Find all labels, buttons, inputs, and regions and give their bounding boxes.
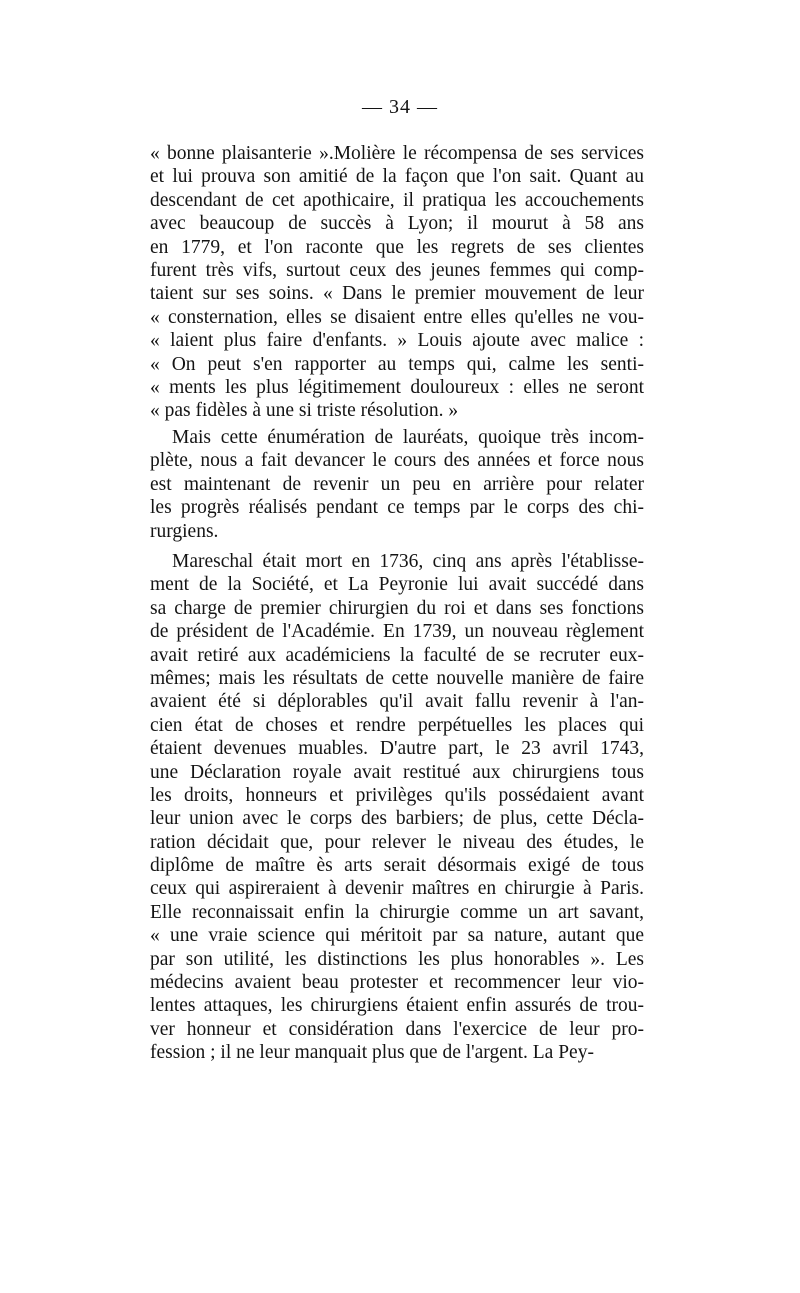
text-line: « laient plus faire d'enfants. » Louis ajoute avec malice : [150, 330, 644, 352]
text-line: « On peut s'en rapporter au temps qui, calme les senti- [150, 353, 644, 375]
text-line: avec beaucoup de succès à Lyon; il mourut à 58 ans [150, 213, 644, 235]
text-line: diplôme de maître ès arts serait désormais exigé de tous [150, 855, 644, 877]
text-line: de président de l'Académie. En 1739, un nouveau règlement [150, 621, 644, 643]
text-line: « consternation, elles se disaient entre elles qu'elles ne vou- [150, 306, 644, 328]
paragraph-p1 [150, 142, 644, 423]
page-number: — 34 — [362, 96, 438, 118]
text-line: avaient été si déplorables qu'il avait fallu revenir à l'an- [150, 691, 644, 713]
text-line: descendant de cet apothicaire, il pratiqua les accouchements [150, 189, 644, 211]
text-line: lentes attaques, les chirurgiens étaient enfin assurés de trou- [150, 995, 644, 1017]
text-line: furent très vifs, surtout ceux des jeunes femmes qui comp- [150, 259, 644, 281]
text-line: les progrès réalisés pendant ce temps par le corps des chi- [150, 497, 644, 519]
text-line: taient sur ses soins. « Dans le premier mouvement de leur [150, 283, 644, 305]
text-line: médecins avaient beau protester et recommencer leur vio- [150, 972, 644, 994]
text-line: une Déclaration royale avait restitué aux chirurgiens tous [150, 761, 644, 783]
text-line: est maintenant de revenir un peu en arrière pour relater [150, 473, 644, 495]
text-line: étaient devenues muables. D'autre part, le 23 avril 1743, [150, 738, 644, 760]
text-line: leur union avec le corps des barbiers; de plus, cette Décla- [150, 808, 644, 830]
text-line: les droits, honneurs et privilèges qu'ils possédaient avant [150, 784, 644, 806]
text-line: ration décidait que, pour relever le niveau des études, le [150, 831, 644, 853]
text-line: en 1779, et l'on raconte que les regrets de ses clientes [150, 236, 644, 258]
text-line: « une vraie science qui méritoit par sa nature, autant que [150, 925, 644, 947]
text-line: « ments les plus légitimement douloureux : elles ne seront [150, 376, 644, 398]
text-line: et lui prouva son amitié de la façon que l'on sait. Quant au [150, 166, 644, 188]
text-line: Mareschal était mort en 1736, cinq ans après l'établisse- [172, 551, 644, 572]
text-line: mêmes; mais les résultats de cette nouvelle manière de faire [150, 667, 644, 689]
paragraph-p3 [150, 550, 644, 1065]
text-line: ment de la Société, et La Peyronie lui avait succédé dans [150, 574, 644, 596]
text-line: cien état de choses et rendre perpétuelles les places qui [150, 714, 644, 736]
text-line: ver honneur et considération dans l'exercice de leur pro- [150, 1018, 644, 1040]
text-line: « pas fidèles à une si triste résolution. » [150, 400, 459, 422]
paragraph-p2 [150, 426, 644, 543]
text-line: « bonne plaisanterie ».Molière le récompensa de ses services [150, 143, 644, 164]
text-line: ceux qui aspireraient à devenir maîtres en chirurgie à Paris. [150, 878, 644, 900]
text-line: sa charge de premier chirurgien du roi et dans ses fonctions [150, 597, 644, 619]
text-line: rurgiens. [150, 520, 219, 542]
text-line: avait retiré aux académiciens la faculté de se recruter eux- [150, 644, 644, 666]
text-line: fession ; il ne leur manquait plus que de l'argent. La Pey- [150, 1042, 594, 1064]
text-line: par son utilité, les distinctions les plus honorables ». Les [150, 948, 644, 970]
text-line: Elle reconnaissait enfin la chirurgie comme un art savant, [150, 901, 644, 923]
text-line: Mais cette énumération de lauréats, quoique très incom- [172, 427, 644, 448]
text-line: plète, nous a fait devancer le cours des années et force nous [150, 450, 644, 472]
